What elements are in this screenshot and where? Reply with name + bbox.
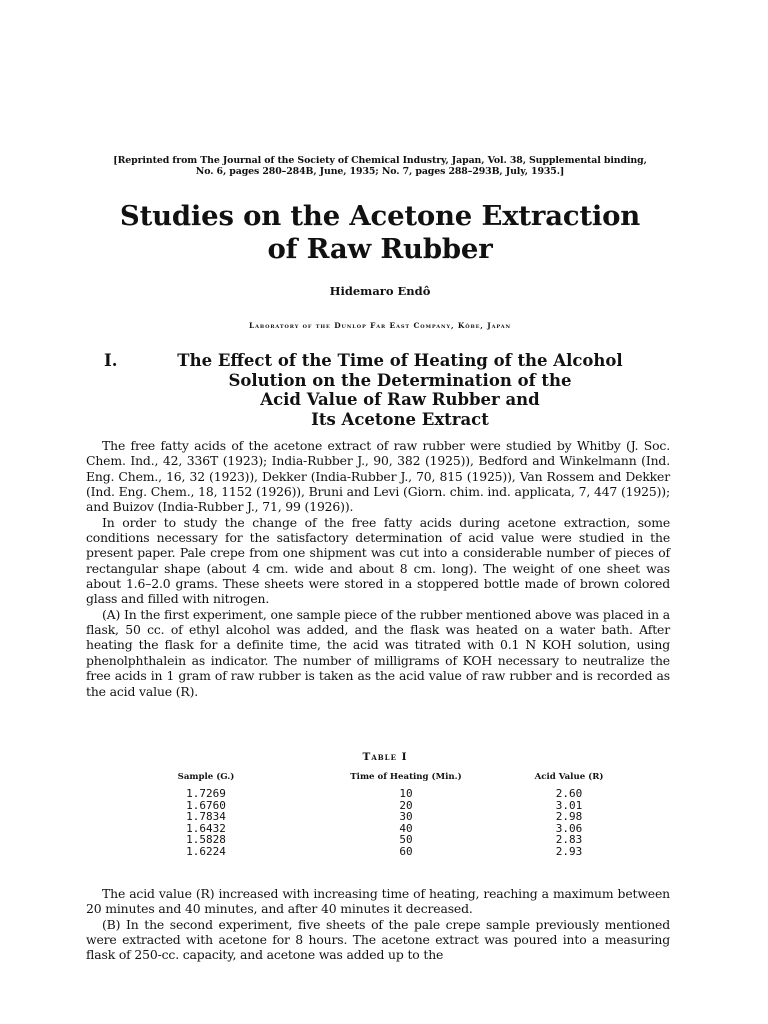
section-line-2: Solution on the Determination of the bbox=[228, 370, 572, 390]
data-table bbox=[162, 772, 622, 858]
table-row bbox=[162, 811, 622, 823]
table-cell: 20 bbox=[399, 798, 413, 812]
table-cell: 2.93 bbox=[555, 844, 583, 858]
paragraph: (A) In the first experiment, one sample piece of the rubber mentioned above was placed in a flask, 50 cc. of ethyl alcohol was added, and the flask was heated on a water bath. After heating the flask for a definite time, the acid was titrated with 0.1 N KOH solution, using phenolphthalein as indicator. The number of milligrams of KOH necessary to neutralize the free acids in 1 gram of raw rubber is taken as the acid value of raw rubber and is recorded as the acid value (R). bbox=[86, 606, 670, 699]
table-cell: 30 bbox=[399, 810, 413, 824]
column-header: Sample (G.) bbox=[177, 772, 235, 782]
section-line-3: Acid Value of Raw Rubber and bbox=[260, 390, 540, 409]
paragraph: (B) In the second experiment, five sheets of the pale crepe sample previously mentioned were extracted with acetone for 8 hours. The acetone extract was poured into a measuring flask of 250-cc. capacity, and acetone was added up to the bbox=[86, 916, 670, 963]
table-row bbox=[162, 834, 622, 846]
table-cell: 1.7269 bbox=[186, 787, 226, 800]
title-line-1: Studies on the Acetone Extraction bbox=[119, 200, 641, 232]
table-row bbox=[162, 800, 622, 812]
table-cell: 3.01 bbox=[555, 798, 583, 812]
section-number: I. bbox=[104, 351, 118, 370]
section-heading bbox=[104, 351, 664, 429]
paragraph: In order to study the change of the free fatty acids during acetone extraction, some conditions necessary for the satisfactory determination of acid value were studied in the present paper. Pale crepe from one shipment was cut into a considerable number of pieces of rectangular shape (about 4 cm. wide and about 8 cm. long). The weight of one sheet was about 1.6–2.0 grams. These sheets were stored in a stoppered bottle made of brown colored glass and filled with nitrogen. bbox=[86, 514, 670, 607]
body-text-1 bbox=[86, 438, 670, 699]
table-cell: 3.06 bbox=[555, 821, 583, 835]
table-cell: 2.83 bbox=[555, 833, 583, 847]
paragraph: The acid value (R) increased with increasing time of heating, reaching a maximum between 20 minutes and 40 minutes, and after 40 minutes it decreased. bbox=[86, 886, 670, 917]
table-cell: 2.98 bbox=[555, 810, 583, 824]
body-text-2 bbox=[86, 886, 670, 963]
table-cell: 40 bbox=[399, 821, 413, 835]
table-cell: 1.7834 bbox=[186, 810, 226, 824]
affiliation: Laboratory of the Dunlop Far East Company, Kôbe, Japan bbox=[249, 321, 511, 330]
table-header bbox=[162, 772, 622, 788]
table-row bbox=[162, 823, 622, 835]
table-cell: 1.6760 bbox=[186, 798, 226, 812]
column-header: Time of Heating (Min.) bbox=[350, 772, 462, 782]
section-line-1: The Effect of the Time of Heating of the Alcohol bbox=[177, 351, 623, 370]
table-cell: 1.5828 bbox=[186, 833, 226, 847]
table-title: Table I bbox=[362, 751, 408, 763]
table-cell: 10 bbox=[399, 787, 413, 800]
section-line-4: Its Acetone Extract bbox=[311, 409, 489, 429]
table-cell: 60 bbox=[399, 844, 413, 858]
table-cell: 50 bbox=[399, 833, 413, 847]
table-row bbox=[162, 846, 622, 858]
reprint-line-1: [Reprinted from The Journal of the Society of Chemical Industry, Japan, Vol. 38, Supplemental binding, bbox=[113, 155, 647, 166]
column-header: Acid Value (R) bbox=[534, 772, 604, 782]
paper-title bbox=[60, 200, 700, 266]
reprint-line-2: No. 6, pages 280–284B, June, 1935; No. 7, pages 288–293B, July, 1935.] bbox=[195, 166, 565, 177]
table-row bbox=[162, 788, 622, 800]
reprint-notice bbox=[80, 155, 680, 177]
table-cell: 1.6432 bbox=[186, 821, 226, 835]
table-cell: 2.60 bbox=[555, 787, 583, 800]
author-name: Hidemaro Endô bbox=[329, 284, 431, 298]
table-cell: 1.6224 bbox=[186, 844, 226, 858]
paragraph: The free fatty acids of the acetone extract of raw rubber were studied by Whitby (J. Soc. Chem. Ind., 42, 336T (1923); India-Rubber J., 90, 382 (1925)), Bedford and Winkelmann (Ind. Eng. Chem., 16, 32 (1923)), Dekker (India-Rubber J., 70, 815 (1925)), Van Rossem and Dekker (Ind. Eng. Chem., 18, 1152 (1926)), Bruni and Levi (Giorn. chim. ind. applicata, 7, 447 (1925)); and Buizov (India-Rubber J., 71, 99 (1926)). bbox=[86, 438, 670, 515]
title-line-2: of Raw Rubber bbox=[267, 233, 493, 265]
